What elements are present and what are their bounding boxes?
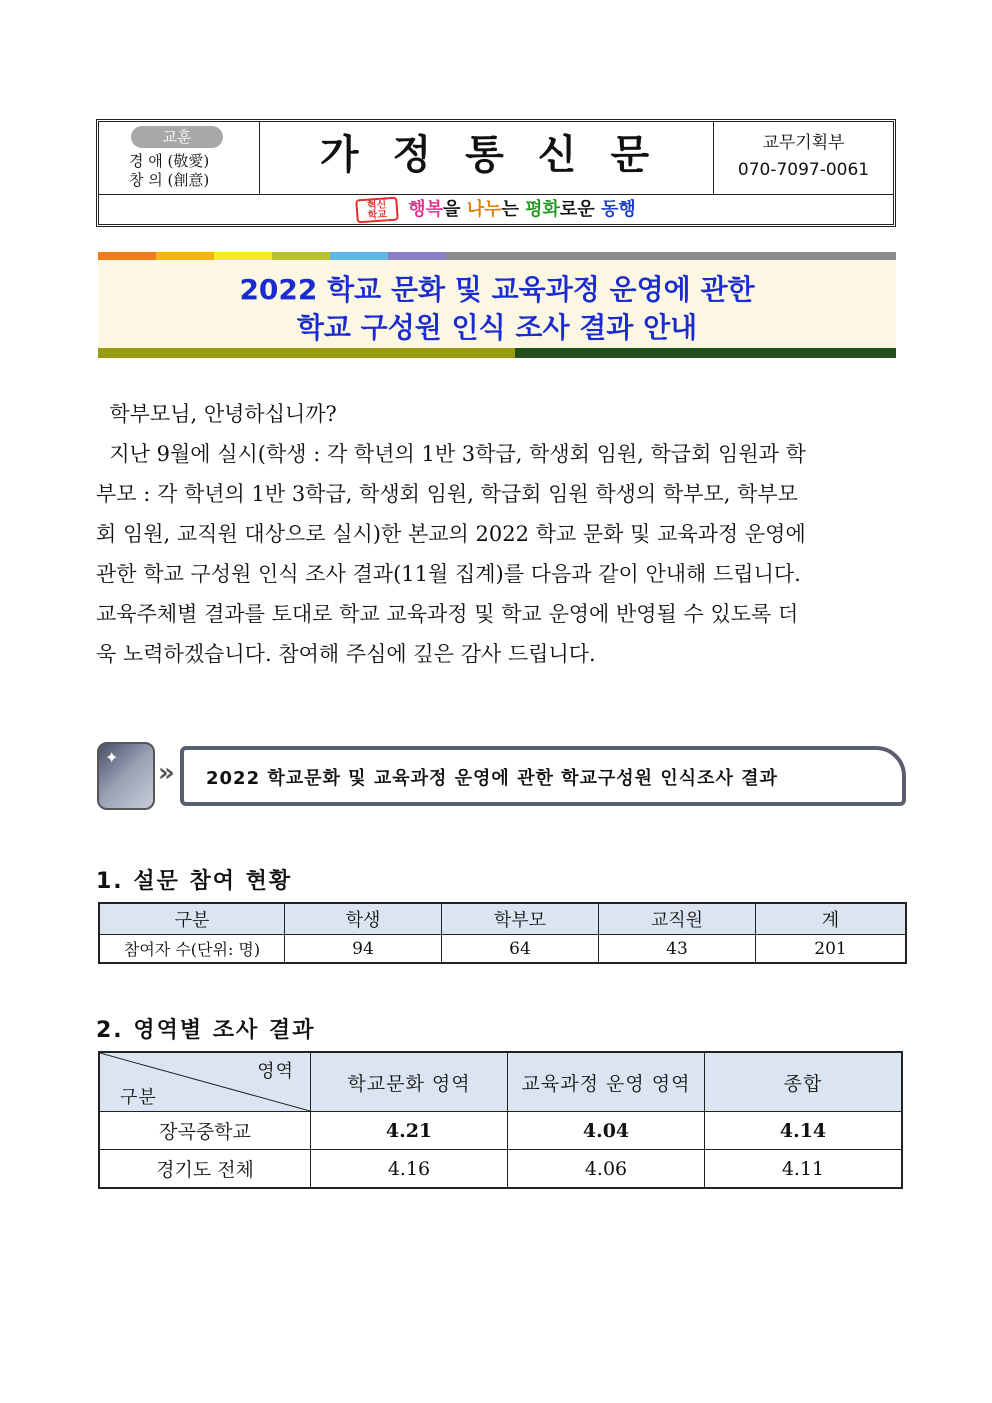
body-line: 관한 학교 구성원 인식 조사 결과(11월 집계)를 다음과 같이 안내해 드립니다.	[96, 562, 801, 586]
row-label: 참여자 수(단위: 명)	[99, 935, 285, 964]
stripe-segment	[388, 252, 446, 260]
phone-number: 070-7097-0061	[737, 160, 870, 180]
table-cell: 4.14	[705, 1112, 903, 1150]
column-header: 계	[756, 903, 907, 935]
banner-title-line-1: 2022 학교 문화 및 교육과정 운영에 관한	[239, 273, 755, 306]
stripe-segment	[98, 252, 156, 260]
table-cell: 43	[599, 935, 756, 964]
greeting-paragraph	[96, 394, 896, 674]
table-cell: 4.11	[705, 1150, 903, 1189]
corner-label-area: 영역	[257, 1061, 294, 1082]
table-row	[99, 1150, 902, 1189]
table-cell: 4.06	[508, 1150, 705, 1189]
table-row	[99, 1112, 902, 1150]
table-header-row	[99, 1052, 902, 1112]
stripe-segment	[98, 348, 515, 358]
slogan-word: 을	[443, 199, 467, 220]
stripe-segment	[446, 252, 896, 260]
banner-bottom-stripe	[98, 348, 896, 358]
banner-title-line-2: 학교 구성원 인식 조사 결과 안내	[296, 311, 698, 344]
body-line: 회 임원, 교직원 대상으로 실시)한 본교의 2022 학교 문화 및 교육과정 운영에	[96, 522, 806, 546]
slogan-word: 나누	[466, 199, 502, 220]
column-header: 교직원	[599, 903, 756, 935]
stripe-segment	[214, 252, 272, 260]
slogan-word: 는	[501, 199, 526, 220]
body-line: 지난 9월에 실시(학생 : 각 학년의 1반 3학급, 학생회 임원, 학급회 임원과 학	[96, 442, 806, 466]
page-title: 가정통신문	[319, 132, 684, 178]
contact-info	[713, 122, 893, 194]
table-cell: 64	[442, 935, 599, 964]
school-motto	[99, 122, 260, 194]
column-header: 구분	[99, 903, 285, 935]
body-line: 욱 노력하겠습니다. 참여해 주심에 깊은 감사 드립니다.	[96, 642, 596, 666]
stripe-segment	[272, 252, 330, 260]
column-header: 학생	[285, 903, 442, 935]
table-cell: 94	[285, 935, 442, 964]
sparkle-icon: ✦	[105, 748, 119, 767]
column-header: 학부모	[442, 903, 599, 935]
body-line: 학부모님, 안녕하십니까?	[96, 402, 337, 426]
department: 교무기획부	[762, 133, 845, 153]
table-cell: 201	[756, 935, 907, 964]
table-cell: 4.04	[508, 1112, 705, 1150]
section-badge-icon	[97, 742, 155, 810]
slogan-word: 동행	[600, 199, 636, 220]
motto-label: 교훈	[131, 126, 223, 148]
motto-line-1: 경 애 (敬愛)	[129, 152, 210, 170]
slogan-word: 행복	[408, 199, 444, 220]
table-row	[99, 935, 906, 964]
row-label: 장곡중학교	[99, 1112, 311, 1150]
stripe-segment	[156, 252, 214, 260]
banner-top-stripe	[98, 252, 896, 260]
row-label: 경기도 전체	[99, 1150, 311, 1189]
table-header-row	[99, 903, 906, 935]
slogan-word: 로운	[559, 199, 601, 220]
table-cell: 4.21	[311, 1112, 508, 1150]
results-table	[98, 1051, 903, 1189]
table1-heading: 1. 설문 참여 현황	[96, 869, 293, 894]
diagonal-header-cell	[99, 1052, 311, 1112]
innovation-school-logo: 혁신 학교	[355, 197, 399, 224]
stripe-segment	[515, 348, 896, 358]
column-header: 학교문화 영역	[311, 1052, 508, 1112]
header-top-row	[99, 122, 893, 195]
section-title-box	[180, 746, 906, 806]
body-line: 교육주체별 결과를 토대로 학교 교육과정 및 학교 운영에 반영될 수 있도록 더	[96, 602, 799, 626]
double-chevron-icon: »	[158, 758, 175, 788]
slogan-row	[99, 194, 893, 224]
table2-heading: 2. 영역별 조사 결과	[96, 1018, 316, 1043]
section-title: 2022 학교문화 및 교육과정 운영에 관한 학교구성원 인식조사 결과	[206, 768, 778, 789]
participation-table	[98, 902, 907, 964]
motto-line-2: 창 의 (創意)	[129, 171, 210, 189]
table-cell: 4.16	[311, 1150, 508, 1189]
slogan-word: 평화	[525, 199, 560, 220]
corner-label-category: 구분	[120, 1087, 157, 1108]
newsletter-header	[96, 119, 896, 227]
column-header: 종합	[705, 1052, 903, 1112]
column-header: 교육과정 운영 영역	[508, 1052, 705, 1112]
body-line: 부모 : 각 학년의 1반 3학급, 학생회 임원, 학급회 임원 학생의 학부모, 학부모	[96, 482, 798, 506]
stripe-segment	[330, 252, 388, 260]
title-banner	[98, 260, 896, 348]
